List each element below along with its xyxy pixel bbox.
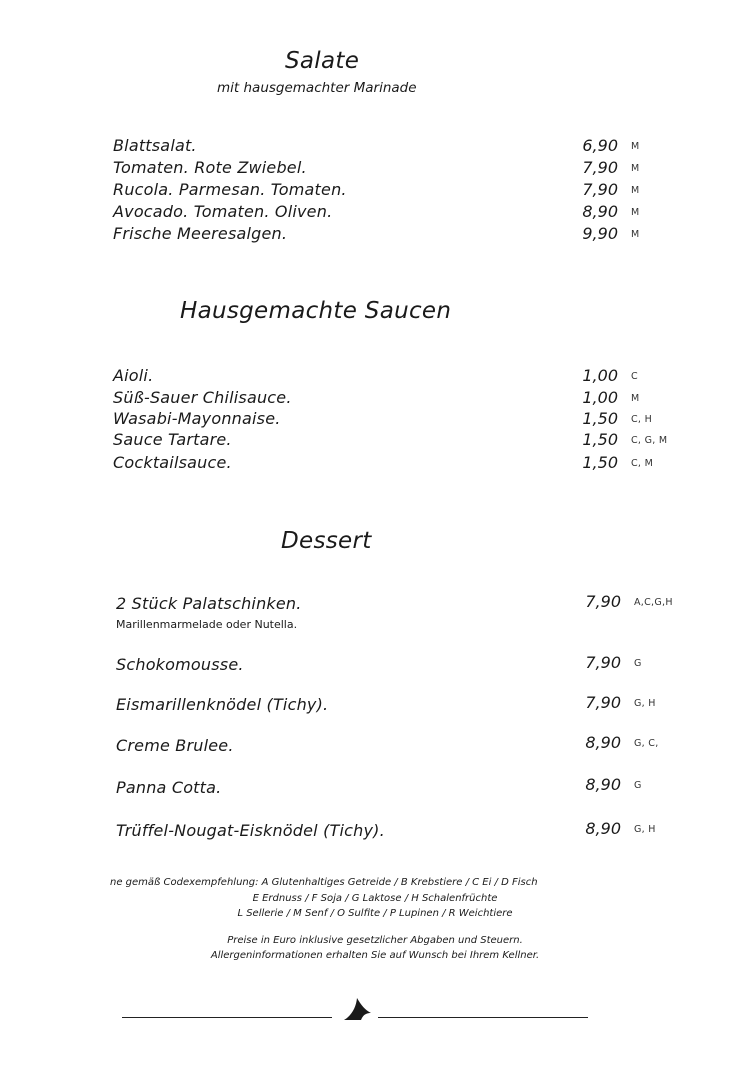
list-item: Aioli. [113, 366, 154, 385]
allergen-code: C, M [631, 458, 654, 469]
item-price: 8,90 [585, 775, 621, 794]
item-price: 6,90 [582, 136, 618, 155]
list-item: Avocado. Tomaten. Oliven. [113, 202, 333, 221]
list-item: Trüffel-Nougat-Eisknödel (Tichy). [116, 821, 385, 840]
list-item: Eismarillenknödel (Tichy). [116, 695, 329, 714]
item-price: 1,50 [582, 430, 618, 449]
item-price: 1,00 [582, 388, 618, 407]
allergen-code: M [631, 185, 640, 196]
item-price: 8,90 [585, 733, 621, 752]
divider-right [378, 1017, 588, 1018]
item-price: 1,00 [582, 366, 618, 385]
allergen-code: G, H [634, 698, 656, 709]
allergen-code: M [631, 163, 640, 174]
allergen-legend-line: E Erdnuss / F Soja / G Laktose / H Schalenfrüchte [252, 893, 498, 904]
price-info-line: Preise in Euro inklusive gesetzlicher Abgaben und Steuern. [227, 935, 523, 946]
item-price: 7,90 [582, 180, 618, 199]
list-item: Wasabi-Mayonnaise. [113, 409, 281, 428]
divider-left [122, 1017, 332, 1018]
allergen-code: M [631, 393, 640, 404]
list-item: Schokomousse. [116, 655, 244, 674]
item-price: 1,50 [582, 453, 618, 472]
salate-title: Salate [285, 48, 360, 74]
item-note: Marillenmarmelade oder Nutella. [116, 618, 298, 631]
item-price: 9,90 [582, 224, 618, 243]
allergen-code: M [631, 229, 640, 240]
allergen-info-line: Allergeninformationen erhalten Sie auf Wunsch bei Ihrem Kellner. [210, 950, 540, 961]
item-price: 7,90 [582, 158, 618, 177]
dessert-title: Dessert [281, 528, 372, 554]
list-item: Panna Cotta. [116, 778, 222, 797]
allergen-legend-line: ne gemäß Codexempfehlung: A Glutenhaltiges Getreide / B Krebstiere / C Ei / D Fisch [110, 877, 538, 888]
allergen-code: G, C, [634, 738, 659, 749]
shark-fin-icon [343, 997, 373, 1021]
list-item: Rucola. Parmesan. Tomaten. [113, 180, 347, 199]
item-price: 1,50 [582, 409, 618, 428]
list-item: Süß-Sauer Chilisauce. [113, 388, 292, 407]
list-item: Creme Brulee. [116, 736, 234, 755]
allergen-legend-line: L Sellerie / M Senf / O Sulfite / P Lupinen / R Weichtiere [237, 908, 513, 919]
item-price: 7,90 [585, 653, 621, 672]
salate-subtitle: mit hausgemachter Marinade [217, 80, 417, 96]
list-item: Frische Meeresalgen. [113, 224, 288, 243]
allergen-code: C, H [631, 414, 653, 425]
allergen-code: M [631, 207, 640, 218]
saucen-title: Hausgemachte Saucen [180, 298, 452, 324]
list-item: Sauce Tartare. [113, 430, 232, 449]
item-price: 7,90 [585, 592, 621, 611]
list-item: Tomaten. Rote Zwiebel. [113, 158, 307, 177]
allergen-code: G [634, 658, 642, 669]
list-item: 2 Stück Palatschinken. [116, 594, 302, 613]
allergen-code: C [631, 371, 638, 382]
allergen-code: C, G, M [631, 435, 668, 446]
list-item: Blattsalat. [113, 136, 197, 155]
allergen-code: G [634, 780, 642, 791]
list-item: Cocktailsauce. [113, 453, 232, 472]
item-price: 8,90 [582, 202, 618, 221]
item-price: 7,90 [585, 693, 621, 712]
allergen-code: M [631, 141, 640, 152]
item-price: 8,90 [585, 819, 621, 838]
allergen-code: G, H [634, 824, 656, 835]
allergen-code: A,C,G,H [634, 597, 673, 608]
